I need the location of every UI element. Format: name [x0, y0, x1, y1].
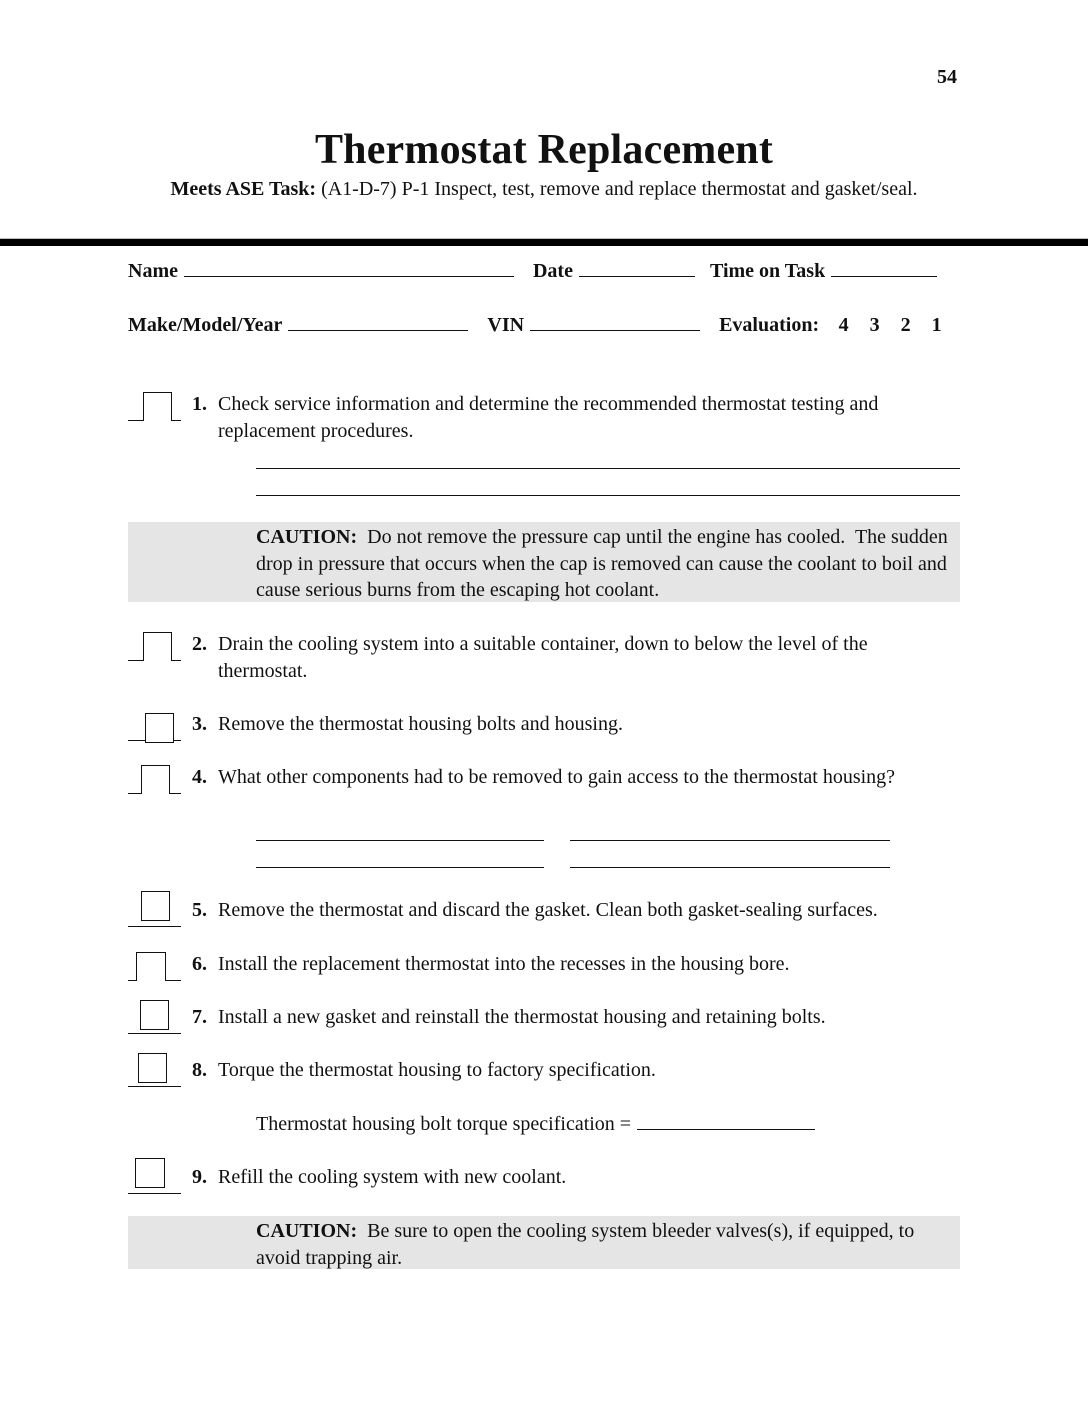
step-number: 5. — [192, 899, 207, 921]
step-number: 6. — [192, 953, 207, 975]
step-2-checkbox[interactable] — [128, 629, 182, 661]
step-1-answer-line-2[interactable] — [256, 495, 960, 496]
date-field[interactable] — [579, 258, 695, 277]
step-7-checkbox[interactable] — [128, 1002, 182, 1034]
step-4 — [128, 764, 960, 794]
info-row-1 — [128, 258, 937, 283]
torque-spec-field[interactable] — [637, 1111, 815, 1130]
caution-text: Be sure to open the cooling system bleeder valves(s), if equipped, to avoid trapping air. — [256, 1220, 920, 1269]
page-title: Thermostat Replacement — [314, 127, 774, 173]
checkbox-icon — [138, 1053, 167, 1083]
step-4-checkbox[interactable] — [128, 762, 182, 794]
step-7 — [128, 1004, 960, 1034]
name-label: Name — [128, 260, 178, 282]
step-2 — [128, 631, 960, 687]
step-1-answer-line-1[interactable] — [256, 468, 960, 469]
step-number: 7. — [192, 1006, 207, 1028]
checkbox-icon — [143, 392, 172, 421]
caution-box-1 — [128, 522, 960, 602]
step-text: Install a new gasket and reinstall the thermostat housing and retaining bolts. — [218, 1006, 826, 1028]
ase-task-label: Meets ASE Task: — [170, 178, 317, 200]
step-text: Drain the cooling system into a suitable container, down to below the level of the thermostat. — [218, 633, 868, 682]
ase-task-text: (A1-D-7) P-1 Inspect, test, remove and replace thermostat and gasket/seal. — [321, 178, 918, 200]
step-number: 4. — [192, 766, 207, 788]
step-4-answer-line-3[interactable] — [256, 867, 544, 868]
step-number: 1. — [192, 393, 207, 415]
step-5-checkbox[interactable] — [128, 895, 182, 927]
divider-rule — [0, 239, 1088, 246]
step-1-checkbox[interactable] — [128, 389, 182, 421]
evaluation-score-1[interactable]: 1 — [931, 314, 942, 336]
checkbox-icon — [141, 765, 170, 794]
step-text: Torque the thermostat housing to factory specification. — [218, 1059, 656, 1081]
step-3-checkbox[interactable] — [128, 709, 182, 741]
checkbox-icon — [135, 1158, 165, 1188]
make-model-year-label: Make/Model/Year — [128, 314, 283, 336]
evaluation-score-4[interactable]: 4 — [838, 314, 849, 336]
checkbox-icon — [136, 952, 166, 981]
step-number: 9. — [192, 1166, 207, 1188]
info-row-2 — [128, 312, 952, 337]
time-on-task-label: Time on Task — [709, 260, 826, 282]
vin-field[interactable] — [530, 312, 700, 331]
evaluation-score-2[interactable]: 2 — [900, 314, 911, 336]
vin-label: VIN — [487, 314, 525, 336]
step-8 — [128, 1057, 960, 1087]
date-label: Date — [532, 260, 573, 282]
step-9-checkbox[interactable] — [128, 1162, 182, 1194]
caution-label: CAUTION: — [256, 526, 358, 548]
torque-spec-row — [256, 1111, 815, 1136]
step-text: Install the replacement thermostat into the recesses in the housing bore. — [218, 953, 790, 975]
checkbox-icon — [141, 891, 170, 921]
checkbox-icon — [145, 713, 174, 743]
name-field[interactable] — [184, 258, 514, 277]
step-text: What other components had to be removed to gain access to the thermostat housing? — [218, 766, 896, 788]
step-4-answer-line-2[interactable] — [570, 840, 890, 841]
step-text: Check service information and determine the recommended thermostat testing and replacement procedures. — [218, 393, 879, 442]
step-4-answer-line-4[interactable] — [570, 867, 890, 868]
step-3 — [128, 711, 960, 741]
step-8-checkbox[interactable] — [128, 1055, 182, 1087]
step-text: Remove the thermostat and discard the gasket. Clean both gasket-sealing surfaces. — [218, 899, 878, 921]
step-text: Refill the cooling system with new coolant. — [218, 1166, 567, 1188]
time-on-task-field[interactable] — [831, 258, 937, 277]
caution-box-2 — [128, 1216, 960, 1269]
caution-text: Do not remove the pressure cap until the engine has cooled. The sudden drop in pressure that occurs when the cap is removed can cause the coolant to boil and cause serious burns from the escaping hot coolant. — [256, 526, 953, 601]
step-1 — [128, 391, 960, 447]
caution-label: CAUTION: — [256, 1220, 358, 1242]
step-number: 2. — [192, 633, 207, 655]
step-9 — [128, 1164, 960, 1194]
ase-task-line — [0, 178, 1088, 201]
evaluation-label: Evaluation: — [719, 314, 820, 336]
page-number: 54 — [937, 66, 957, 88]
step-5 — [128, 897, 960, 927]
checkbox-icon — [140, 1000, 169, 1030]
step-4-answer-line-1[interactable] — [256, 840, 544, 841]
step-text: Remove the thermostat housing bolts and housing. — [218, 713, 623, 735]
step-6 — [128, 951, 960, 981]
checkbox-icon — [143, 632, 172, 661]
step-number: 8. — [192, 1059, 207, 1081]
step-number: 3. — [192, 713, 207, 735]
evaluation-score-3[interactable]: 3 — [869, 314, 880, 336]
step-6-checkbox[interactable] — [128, 949, 182, 981]
make-model-year-field[interactable] — [288, 312, 468, 331]
torque-spec-label: Thermostat housing bolt torque specification = — [256, 1113, 632, 1135]
